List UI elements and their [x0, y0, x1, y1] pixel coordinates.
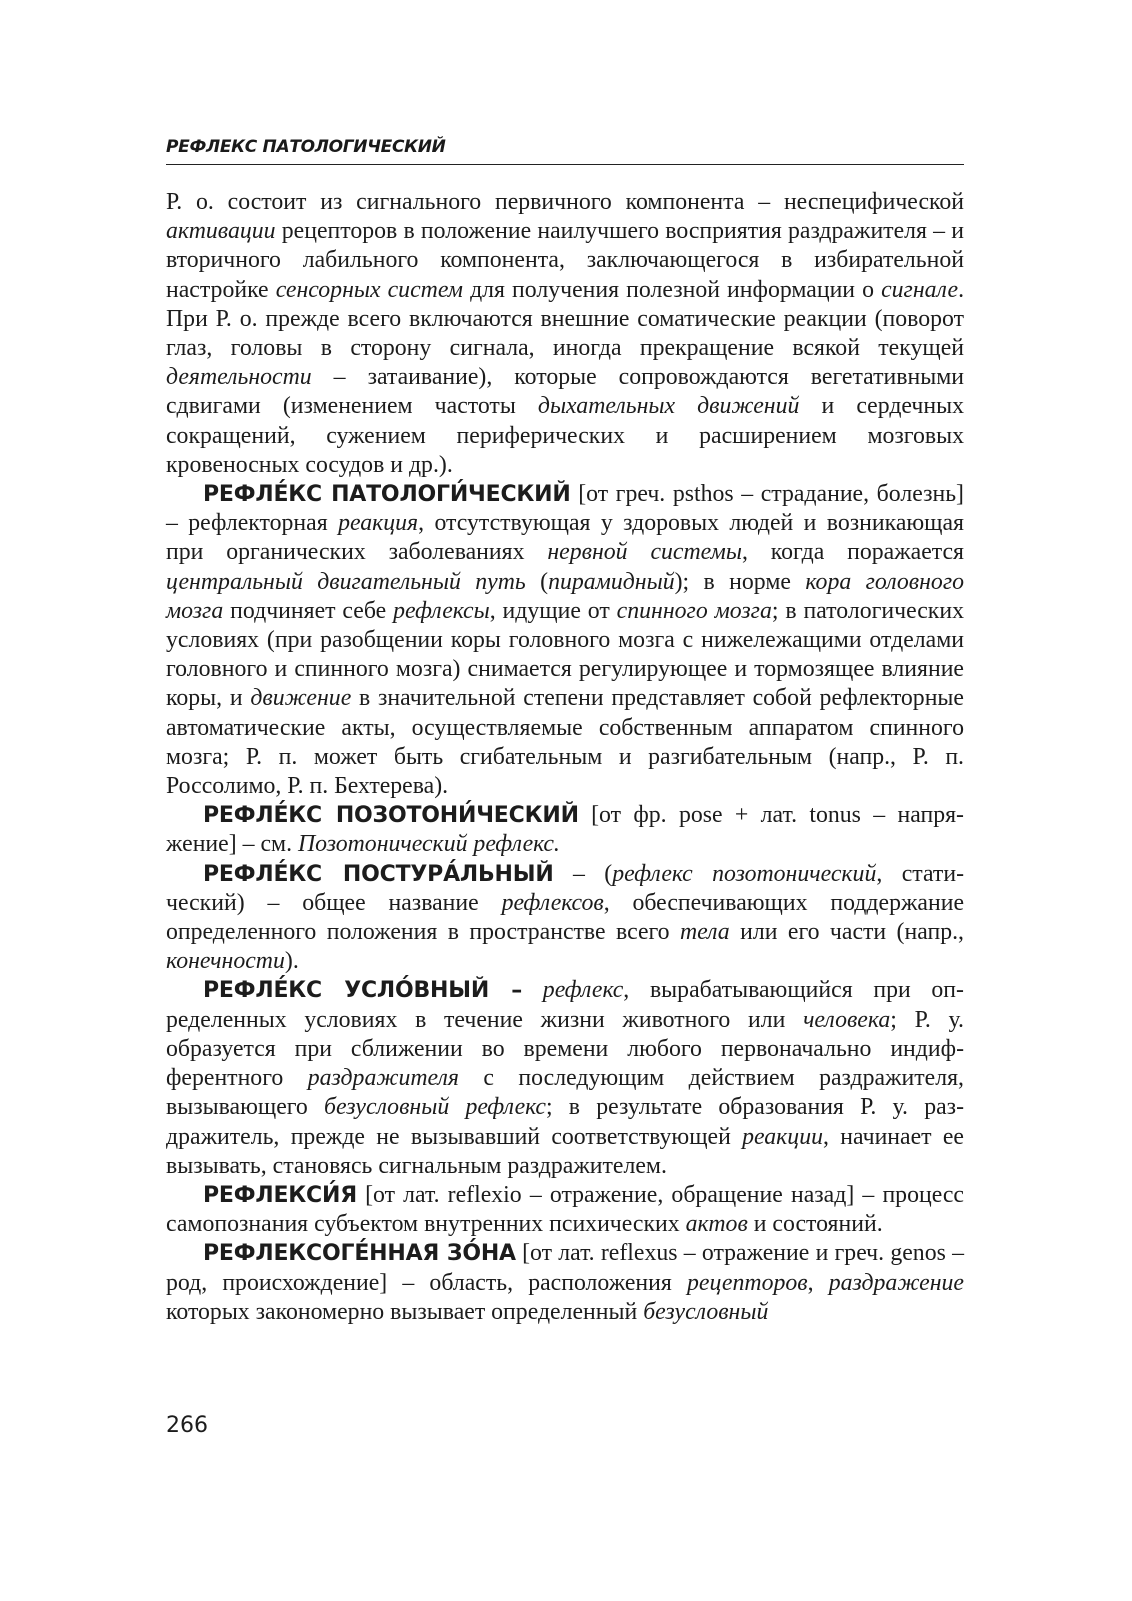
entry-continuation — [166, 188, 964, 480]
entry-text: , отсутствующая у здоровых людей и возникающая при органических заболеваниях — [166, 510, 965, 566]
entry-text: подчиняет себе — [223, 597, 394, 624]
entry-text: , когда поражается — [741, 539, 964, 566]
entry-text: ; в результате образования Р. у. раздражитель, прежде не вызывавший соответствующей — [166, 1094, 964, 1150]
entry-text: в значительной степени представляет собой рефлекторные автоматические акты, осуществляемые собственным аппаратом спинного мозга; Р. п. может быть сгибательным и разгибательным (напр., Р. п. Россолимо, Р. п. Бехтерева). — [166, 685, 964, 800]
entry-text: ; Р. у. образуется при сближении во времени любого первоначально индифферентного — [166, 1006, 964, 1092]
cross-reference: человека — [803, 1006, 891, 1033]
cross-reference: тела — [679, 919, 730, 946]
cross-reference: Позотонический рефлекс. — [297, 831, 560, 858]
entry-term: РЕФЛЕКСОГЕ́ННАЯ ЗО́НА — [203, 1241, 516, 1267]
cross-reference: рефлексов — [501, 889, 604, 916]
cross-reference: движение — [250, 685, 352, 712]
entry-text: которых закономерно вызывает определенный — [166, 1298, 644, 1325]
entry-term: РЕФЛЕ́КС ПАТОЛОГИ́ЧЕСКИЙ — [203, 482, 571, 508]
cross-reference: реакция — [338, 510, 419, 537]
entry-text: , — [807, 1269, 829, 1296]
entry-text: с последующим действием раздражителя, вызывающего — [166, 1065, 964, 1121]
entry-text — [522, 977, 543, 1003]
entry-text: [от греч. psthos – страдание, болезнь] – рефлекторная — [166, 481, 964, 537]
entry-text: ; в патологических условиях (при разобщении коры головного мозга с нижележащими отделами головного и спинного мозга) снимается регулирующее и тормозящее влияние коры, и — [166, 597, 964, 712]
entry-text: Р. о. состоит из сигнального первичного компонента – неспецифической — [166, 189, 964, 215]
entry-term: РЕФЛЕ́КС УСЛО́ВНЫЙ – — [203, 978, 523, 1004]
cross-reference: пирамидный — [548, 568, 675, 595]
cross-reference: конечности — [166, 948, 285, 975]
cross-reference: нервной системы — [547, 539, 742, 566]
cross-reference: активации — [166, 218, 276, 245]
cross-reference: рецепторов — [686, 1269, 808, 1296]
running-header: РЕФЛЕКС ПАТОЛОГИЧЕСКИЙ — [166, 137, 964, 165]
entry-text: ); в норме — [674, 568, 806, 595]
dictionary-entry — [166, 1181, 964, 1239]
entry-text: для получения полезной информации о — [463, 276, 882, 303]
entry-text: , идущие от — [489, 597, 617, 624]
body-text — [166, 188, 964, 1327]
cross-reference: актов — [685, 1211, 748, 1238]
dictionary-entry — [166, 976, 964, 1180]
cross-reference: реакции — [742, 1123, 823, 1150]
entry-text: , обеспечивающих поддержание определенного положения в пространстве всего — [166, 889, 965, 946]
entry-text: или его части (напр., — [729, 919, 964, 946]
entry-text: рецепторов в положение наилучшего восприятия раздражителя – и вторичного лабильного компонента, заключающегося в избирательной настройке — [166, 218, 964, 303]
entry-term: РЕФЛЕКСИ́Я — [203, 1182, 357, 1208]
cross-reference: сенсорных систем — [275, 276, 463, 303]
page-number: 266 — [166, 1413, 208, 1438]
dictionary-entry — [166, 480, 964, 801]
entry-term: РЕФЛЕ́КС ПОСТУРА́ЛЬНЫЙ — [203, 861, 554, 887]
cross-reference: рефлексы — [393, 597, 490, 624]
entry-text: ( — [525, 568, 549, 595]
cross-reference: раздражителя — [307, 1065, 459, 1092]
cross-reference: дыхательных движений — [537, 393, 800, 420]
entry-text: [от лат. reflexus – отражение и греч. genos – род, происхождение] – область, расположения — [166, 1240, 964, 1296]
dictionary-entry — [166, 1239, 964, 1327]
entry-text: – ( — [553, 860, 613, 887]
entry-text: и сердечных сокращений, сужением периферических и расширением мозговых кровеносных сосудов и др.). — [166, 393, 964, 478]
dictionary-entry — [166, 801, 964, 859]
entry-text: . При Р. о. прежде всего включаются внешние соматические реакции (поворот глаз, головы в сторону сигнала, иногда прекращение всякой текущей — [166, 276, 965, 362]
cross-reference: рефлекс — [542, 977, 624, 1004]
cross-reference: кора головного мозга — [166, 568, 965, 624]
cross-reference: раздражение — [828, 1269, 964, 1296]
cross-reference: рефлекс позотонический — [612, 860, 877, 887]
cross-reference: центральный двигательный путь — [166, 568, 526, 595]
entry-text: [от лат. reflexio – отражение, обращение назад] – процесс самопознания субъектом внутренних психических — [166, 1181, 964, 1238]
entry-text: ). — [284, 948, 299, 975]
dictionary-entry — [166, 860, 964, 977]
entry-text: [от фр. pose + лат. tonus – напряжение] – см. — [166, 802, 964, 858]
entry-text: и состояний. — [747, 1211, 883, 1238]
cross-reference: сигнале — [881, 276, 959, 303]
entry-text: , статический) – общее название — [166, 860, 964, 916]
cross-reference: безусловный — [643, 1298, 769, 1325]
cross-reference: спинного мозга — [616, 597, 772, 624]
entry-term: РЕФЛЕ́КС ПОЗОТОНИ́ЧЕСКИЙ — [203, 803, 579, 829]
entry-text: – затаивание), которые сопровождаются вегетативными сдвигами (изменением частоты — [166, 364, 964, 420]
entry-text: , вырабатывающийся при определенных условиях в течение жизни животного или — [166, 977, 964, 1033]
cross-reference: безусловный рефлекс — [324, 1094, 546, 1121]
cross-reference: деятельности — [166, 364, 312, 391]
entry-text: , начинает ее вызывать, становясь сигнальным раздражителем. — [166, 1123, 964, 1179]
